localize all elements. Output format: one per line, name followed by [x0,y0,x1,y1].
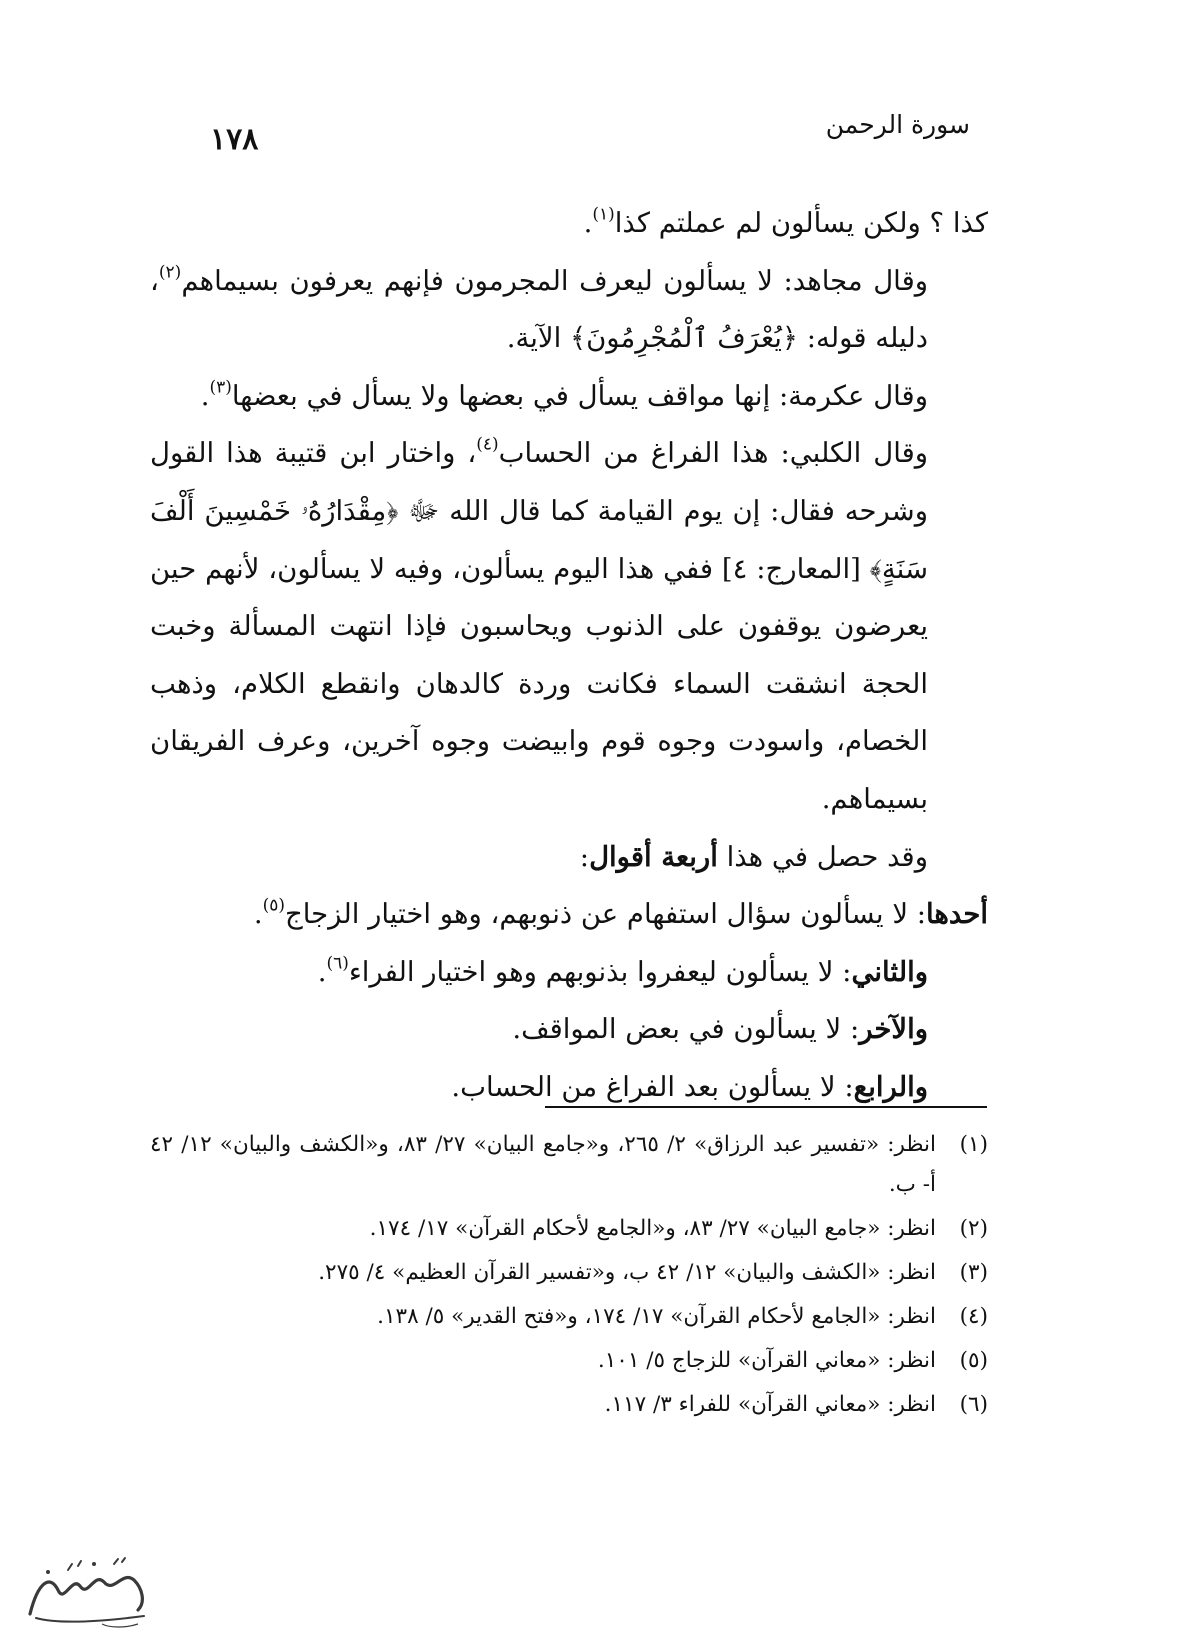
footnote-text: انظر: «الكشف والبيان» ١٢/ ٤٢ ب، و«تفسير القرآن العظيم» ٤/ ٢٧٥. [318,1260,936,1285]
paragraph-text: : لا يسألون سؤال استفهام عن ذنوبهم، وهو اختيار الزجاج [285,898,927,931]
paragraph-text: وقد حصل في هذا [717,840,928,873]
footnote-divider [545,1106,987,1108]
paragraph-text: وقال عكرمة: إنها مواقف يسأل في بعضها ولا يسأل في بعضها [231,379,928,412]
bold-phrase: أربعة أقوال [589,840,718,873]
paragraph-7 [150,944,988,1002]
footnote-1 [150,1125,988,1205]
paragraph-5 [150,829,988,887]
paragraph-8 [150,1001,988,1059]
paragraph-2 [150,253,988,368]
footnote-number: (٤) [959,1304,988,1329]
footnote-ref: (٥) [262,895,286,916]
footnote-number: (١) [959,1132,988,1157]
publisher-logo-icon [18,1552,158,1632]
footnote-text: انظر: «الجامع لأحكام القرآن» ١٧/ ١٧٤، و«فتح القدير» ٥/ ١٣٨. [377,1304,936,1329]
footnote-text: انظر: «معاني القرآن» للزجاج ٥/ ١٠١. [597,1348,936,1373]
footnote-number: (٦) [959,1392,988,1417]
footnote-6 [150,1385,988,1425]
paragraph-text: : لا يسألون بعد الفراغ من الحساب. [451,1070,854,1103]
footnote-ref: (٢) [158,261,182,282]
footnote-ref: (٣) [209,377,232,398]
paragraph-4 [150,425,988,828]
footnote-number: (٥) [959,1348,988,1373]
item-label: والآخر [859,1013,928,1046]
paragraph-text: وقال مجاهد: لا يسألون ليعرف المجرمون فإنهم يعرفون بسيماهم [181,264,928,297]
surah-title: سورة الرحمن [825,110,970,139]
paragraph-end: . [317,955,327,988]
paragraph-text: كذا ؟ ولكن يسألون لم عملتم كذا [614,207,988,239]
item-label: أحدها [926,898,988,931]
paragraph-text: : [579,840,590,873]
body-text [150,195,988,1117]
footnote-text: انظر: «جامع البيان» ٢٧/ ٨٣، و«الجامع لأحكام القرآن» ١٧/ ١٧٤. [369,1216,936,1241]
footnotes [150,1125,988,1425]
footnote-number: (٢) [959,1216,988,1241]
paragraph-text: : لا يسألون في بعض المواقف. [512,1013,860,1046]
footnote-ref: (٦) [326,952,349,973]
footnote-ref: (٤) [476,434,499,455]
paragraph-end: . [583,207,593,239]
footnote-text: انظر: «تفسير عبد الرزاق» ٢/ ٢٦٥، و«جامع البيان» ٢٧/ ٨٣، و«الكشف والبيان» ١٢/ ٤٢ أ- ب. [150,1132,937,1197]
paragraph-1 [150,195,988,253]
item-label: والرابع [853,1070,928,1103]
footnote-text: انظر: «معاني القرآن» للفراء ٣/ ١١٧. [604,1392,936,1417]
footnote-number: (٣) [959,1260,988,1285]
footnote-2 [150,1209,988,1249]
item-label: والثاني [851,955,928,988]
paragraph-end: . [200,379,210,412]
paragraph-text: : لا يسألون ليعفروا بذنوبهم وهو اختيار الفراء [348,955,852,988]
footnote-ref: (١) [592,204,615,225]
footnote-5 [150,1341,988,1381]
paragraph-text: ، واختار ابن قتيبة هذا القول وشرحه فقال: إن يوم القيامة كما قال الله ﷻ ﴿مِقْدَارُهُۥ خَمْسِينَ أَلْفَ سَنَةٍ﴾ [المعارج: ٤] ففي هذا اليوم يسألون، وفيه لا يسألون، لأنهم حين يعرضون يوقفون على الذنوب ويحاسبون فإذا انتهت المسألة وخبت الحجة انشقت السماء فكانت وردة كالدهان وانقطع الكلام، وذهب الخصام، واسودت وجوه قوم وابيضت وجوه آخرين، وعرف الفريقان بسيماهم. [150,437,928,815]
paragraph-text: وقال الكلبي: هذا الفراغ من الحساب [498,437,928,470]
paragraph-text: ، دليله قوله: ﴿يُعْرَفُ ٱلْمُجْرِمُونَ﴾ الآية. [150,264,928,355]
paragraph-6 [150,886,988,944]
footnote-4 [150,1297,988,1337]
page-number: ١٧٨ [210,122,259,157]
paragraph-end: . [253,898,263,931]
footnote-3 [150,1253,988,1293]
page-header [210,110,970,160]
paragraph-3 [150,368,988,426]
